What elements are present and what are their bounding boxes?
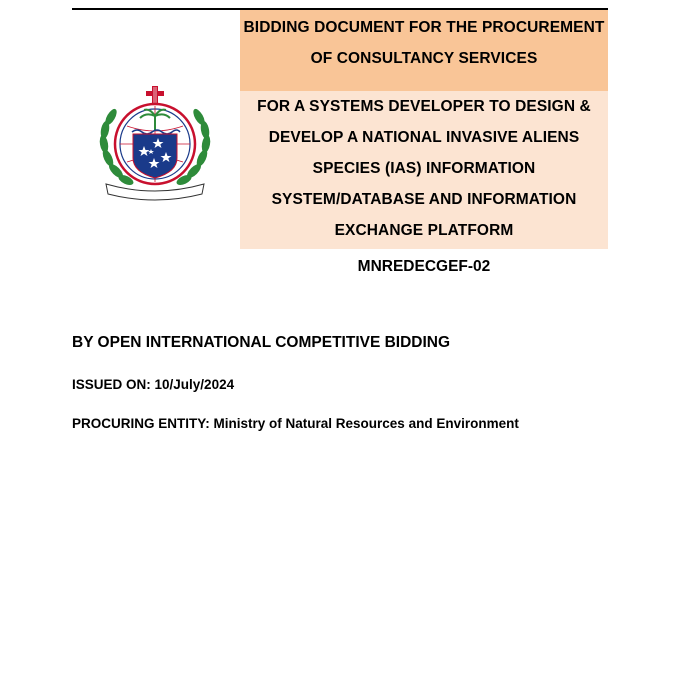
issued-on-value: 10/July/2024 bbox=[154, 377, 235, 392]
issued-on bbox=[72, 376, 234, 394]
title-box bbox=[240, 10, 608, 91]
samoa-coat-of-arms-icon bbox=[94, 86, 216, 206]
procurement-method: BY OPEN INTERNATIONAL COMPETITIVE BIDDING bbox=[72, 334, 451, 351]
procuring-entity-label: PROCURING ENTITY: bbox=[72, 416, 210, 431]
document-title: BIDDING DOCUMENT FOR THE PROCUREMENT OF CONSULTANCY SERVICES bbox=[243, 19, 605, 67]
document-subtitle: FOR A SYSTEMS DEVELOPER TO DESIGN & DEVELOP A NATIONAL INVASIVE ALIENS SPECIES (IAS) INFORMATION SYSTEM/DATABASE AND INFORMATION EXCHANGE PLATFORM bbox=[257, 98, 591, 239]
issued-on-label: ISSUED ON: bbox=[72, 377, 151, 392]
subtitle-box bbox=[240, 91, 608, 249]
reference-code: MNREDECGEF-02 bbox=[357, 258, 491, 275]
procuring-entity-value: Ministry of Natural Resources and Environment bbox=[213, 416, 519, 431]
procuring-entity bbox=[72, 415, 519, 433]
